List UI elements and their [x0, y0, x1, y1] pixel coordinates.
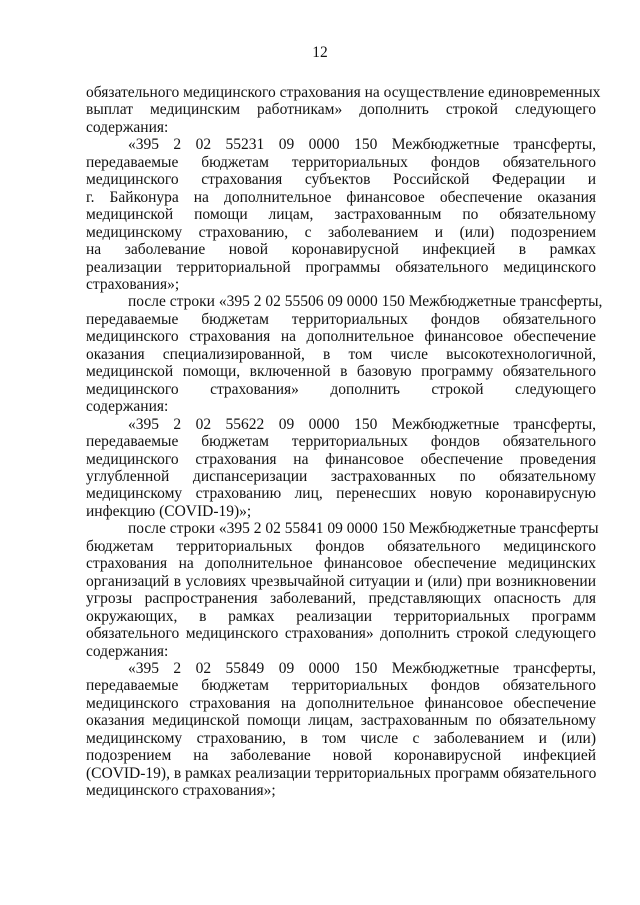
text-line: страхования»; [86, 275, 180, 293]
text-line: организаций в условиях чрезвычайной ситуации и (или) при возникновении [86, 572, 596, 590]
text-line: г. Байконура на дополнительное финансовое обеспечение оказания [86, 188, 596, 206]
text-line: реализации территориальной программы обязательного медицинского [86, 258, 596, 276]
text-line: медицинской помощи, включенной в базовую программу обязательного [86, 363, 596, 381]
paragraph [86, 136, 596, 293]
text-line: обязательного медицинского страхования» дополнить строкой следующего [86, 625, 596, 643]
text-line: после строки «395 2 02 55841 09 0000 150 Межбюджетные трансферты [128, 520, 599, 538]
text-line: после строки «395 2 02 55506 09 0000 150 Межбюджетные трансферты, [128, 293, 603, 311]
text-line: «395 2 02 55622 09 0000 150 Межбюджетные трансферты, [128, 415, 596, 433]
text-line: обязательного медицинского страхования на осуществление единовременных [86, 84, 601, 101]
text-line: медицинского страхования на дополнительное финансовое обеспечение [86, 328, 596, 346]
text-line: на заболевание новой коронавирусной инфекцией в рамках [86, 241, 596, 259]
text-line: медицинской помощи лицам, застрахованным по обязательному [86, 206, 596, 224]
text-line: медицинского страхования на дополнительное финансовое обеспечение [86, 694, 596, 712]
text-line: передаваемые бюджетам территориальных фондов обязательного [86, 433, 596, 451]
text-line: оказания специализированной, в том числе высокотехнологичной, [86, 345, 596, 363]
text-line: бюджетам территориальных фондов обязательного медицинского [86, 537, 596, 555]
text-line: передаваемые бюджетам территориальных фондов обязательного [86, 310, 596, 328]
text-line: содержания: [86, 118, 169, 136]
paragraph [86, 660, 596, 800]
text-line: содержания: [86, 642, 169, 660]
text-line: медицинскому страхованию, в том числе с заболеванием и (или) [86, 729, 596, 747]
text-line: содержания: [86, 398, 169, 416]
text-line: медицинского страхования» дополнить строкой следующего [86, 380, 596, 398]
paragraph [86, 416, 596, 521]
text-line: углубленной диспансеризации застрахованных по обязательному [86, 467, 596, 485]
text-line: инфекцию (COVID-19)»; [86, 502, 252, 520]
text-line: подозрением на заболевание новой коронавирусной инфекцией [86, 747, 596, 765]
paragraph [86, 84, 601, 136]
text-line: оказания медицинской помощи лицам, застрахованным по обязательному [86, 712, 596, 730]
text-line: медицинского страхования»; [86, 782, 276, 800]
paragraph [86, 293, 603, 416]
text-line: «395 2 02 55849 09 0000 150 Межбюджетные трансферты, [128, 659, 596, 677]
text-line: медицинского страхования на финансовое обеспечение проведения [86, 450, 596, 468]
text-line: передаваемые бюджетам территориальных фондов обязательного [86, 153, 596, 171]
text-line: угрозы распространения заболеваний, представляющих опасность для [86, 590, 596, 608]
document-body [86, 84, 603, 800]
text-line: выплат медицинским работникам» дополнить строкой следующего [86, 101, 596, 119]
text-line: медицинского страхования субъектов Российской Федерации и [86, 171, 596, 189]
text-line: окружающих, в рамках реализации территориальных программ [86, 607, 596, 625]
text-line: медицинскому страхованию, с заболеванием и (или) подозрением [86, 223, 596, 241]
paragraph [86, 520, 599, 660]
text-line: (COVID-19), в рамках реализации территориальных программ обязательного [86, 764, 597, 782]
page-number: 12 [312, 44, 328, 61]
text-line: страхования на дополнительное финансовое обеспечение медицинских [86, 555, 596, 573]
text-line: передаваемые бюджетам территориальных фондов обязательного [86, 677, 596, 695]
text-line: «395 2 02 55231 09 0000 150 Межбюджетные трансферты, [128, 136, 596, 154]
text-line: медицинскому страхованию лиц, перенесших новую коронавирусную [86, 485, 596, 503]
